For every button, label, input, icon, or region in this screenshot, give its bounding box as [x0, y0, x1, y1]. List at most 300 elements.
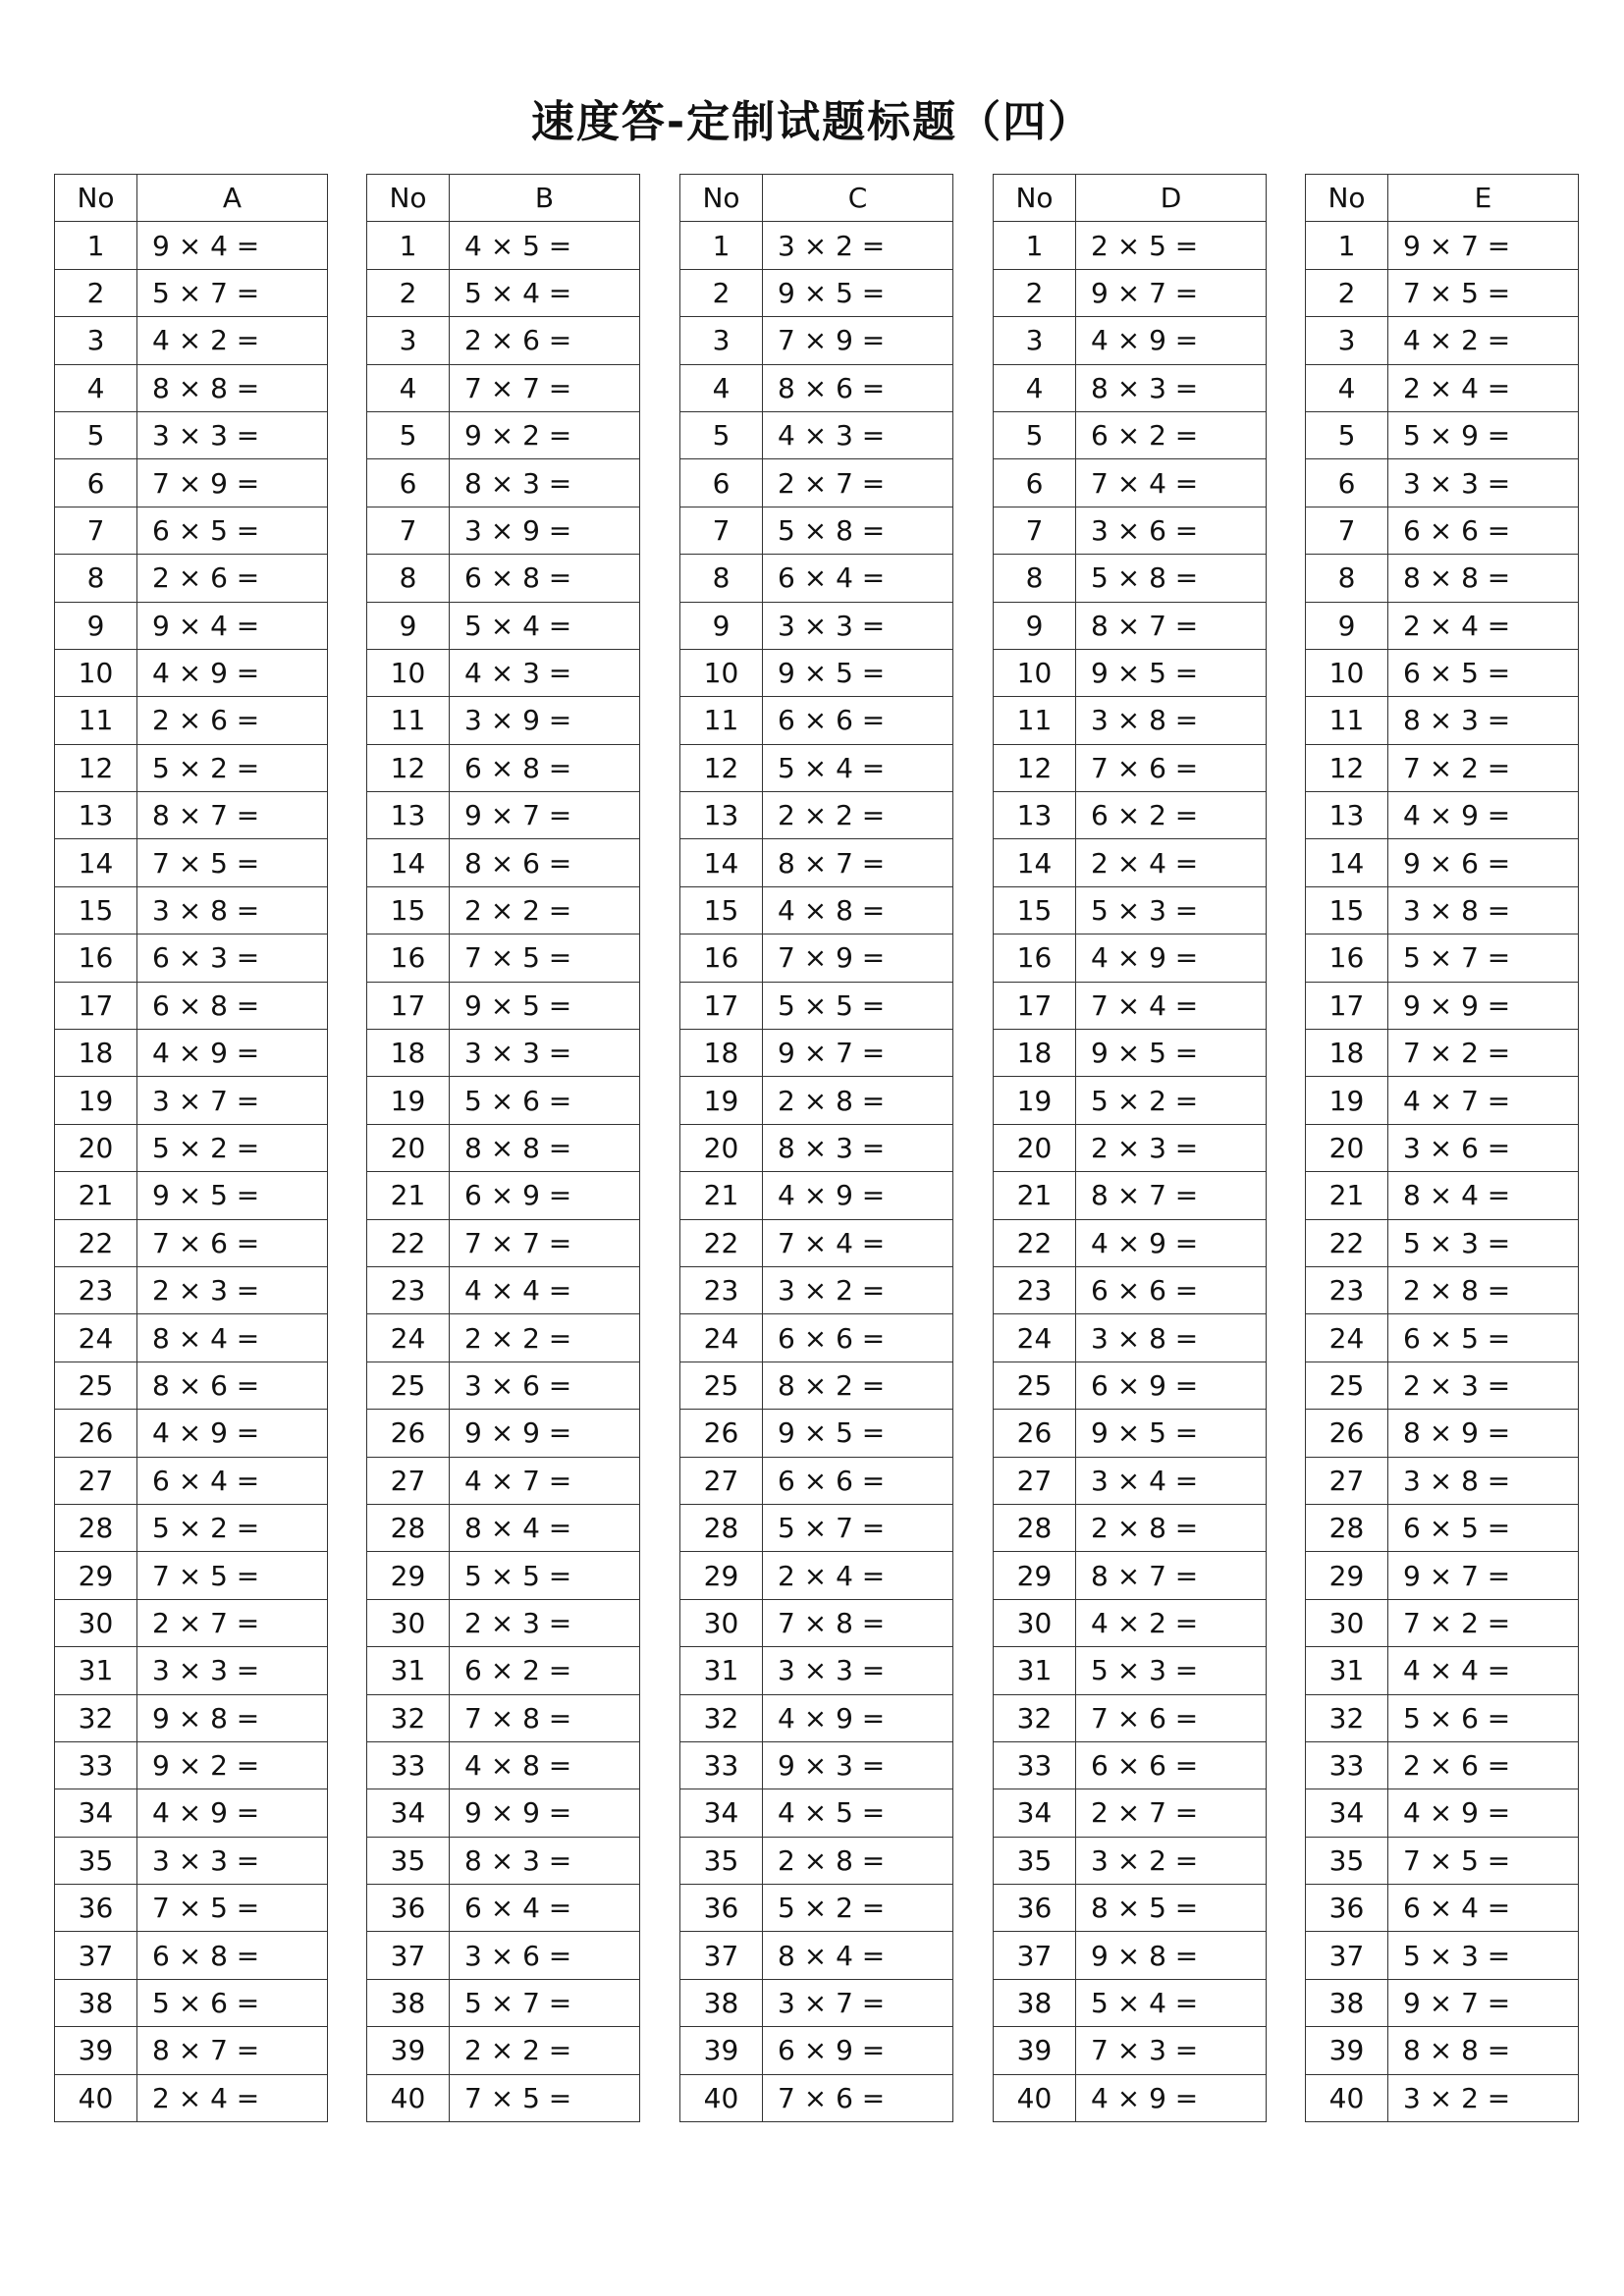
table-row [55, 1077, 328, 1124]
problem-cell: 4 × 9 = [137, 1789, 328, 1837]
table-row [367, 1599, 640, 1646]
problem-cell: 7 × 4 = [1076, 459, 1267, 507]
table-row [55, 744, 328, 791]
problem-cell: 9 × 8 = [137, 1694, 328, 1741]
problem-cell: 9 × 7 = [1388, 1979, 1579, 2026]
table-row [994, 1837, 1267, 1884]
row-number: 29 [994, 1552, 1076, 1599]
problem-cell: 2 × 6 = [137, 555, 328, 602]
problem-cell: 4 × 8 = [450, 1741, 640, 1789]
row-number: 6 [994, 459, 1076, 507]
row-number: 26 [1306, 1410, 1388, 1457]
table-row [55, 1741, 328, 1789]
row-number: 27 [55, 1457, 137, 1504]
row-number: 40 [994, 2074, 1076, 2121]
problem-cell: 2 × 5 = [1076, 222, 1267, 269]
row-number: 10 [1306, 649, 1388, 696]
table-row [55, 1172, 328, 1219]
row-number: 37 [680, 1932, 763, 1979]
row-number: 19 [367, 1077, 450, 1124]
row-number: 35 [367, 1837, 450, 1884]
table-row [680, 411, 953, 458]
table-row [680, 1172, 953, 1219]
problem-cell: 3 × 3 = [763, 602, 953, 649]
problem-cell: 7 × 6 = [1076, 744, 1267, 791]
row-number: 10 [680, 649, 763, 696]
row-number: 40 [367, 2074, 450, 2121]
row-number: 19 [680, 1077, 763, 1124]
row-number: 33 [55, 1741, 137, 1789]
header-row [55, 175, 328, 222]
table-row [680, 1694, 953, 1741]
table-row [1306, 1789, 1579, 1837]
table-row [680, 886, 953, 934]
problem-cell: 6 × 6 = [763, 1314, 953, 1362]
problem-cell: 8 × 4 = [450, 1504, 640, 1551]
table-row [680, 555, 953, 602]
problem-cell: 4 × 2 = [1076, 1599, 1267, 1646]
problem-cell: 6 × 3 = [137, 934, 328, 982]
table-row [367, 886, 640, 934]
problem-cell: 6 × 8 = [450, 555, 640, 602]
problem-cell: 3 × 2 = [763, 222, 953, 269]
row-number: 17 [994, 982, 1076, 1029]
table-row [1306, 1172, 1579, 1219]
table-row [367, 1410, 640, 1457]
header-no: No [994, 175, 1076, 222]
table-row [994, 839, 1267, 886]
problem-cell: 4 × 3 = [450, 649, 640, 696]
table-row [994, 982, 1267, 1029]
row-number: 22 [367, 1219, 450, 1266]
table-row [367, 744, 640, 791]
table-row [1306, 744, 1579, 791]
problem-cell: 8 × 3 = [450, 1837, 640, 1884]
problem-cell: 2 × 7 = [1076, 1789, 1267, 1837]
table-row [55, 222, 328, 269]
row-number: 20 [55, 1124, 137, 1171]
row-number: 11 [680, 697, 763, 744]
row-number: 32 [367, 1694, 450, 1741]
table-row [1306, 1077, 1579, 1124]
problem-cell: 5 × 2 = [1076, 1077, 1267, 1124]
table-row [994, 317, 1267, 364]
problem-cell: 5 × 2 = [137, 1504, 328, 1551]
table-row [1306, 411, 1579, 458]
table-row [367, 1789, 640, 1837]
table-row [994, 1741, 1267, 1789]
header-row [1306, 175, 1579, 222]
problem-cell: 7 × 9 = [763, 317, 953, 364]
table-row [55, 1599, 328, 1646]
problem-table-b [366, 174, 640, 2122]
row-number: 18 [55, 1030, 137, 1077]
problem-cell: 7 × 6 = [137, 1219, 328, 1266]
table-row [367, 269, 640, 316]
header-no: No [1306, 175, 1388, 222]
problem-cell: 6 × 8 = [450, 744, 640, 791]
row-number: 22 [1306, 1219, 1388, 1266]
problem-cell: 3 × 8 = [1076, 697, 1267, 744]
row-number: 32 [994, 1694, 1076, 1741]
row-number: 5 [367, 411, 450, 458]
row-number: 30 [1306, 1599, 1388, 1646]
table-row [367, 1885, 640, 1932]
problem-cell: 9 × 2 = [137, 1741, 328, 1789]
problem-cell: 8 × 3 = [450, 459, 640, 507]
row-number: 28 [367, 1504, 450, 1551]
problem-cell: 6 × 9 = [450, 1172, 640, 1219]
table-row [680, 649, 953, 696]
problem-cell: 4 × 9 = [137, 1030, 328, 1077]
problem-cell: 3 × 3 = [137, 411, 328, 458]
problem-cell: 6 × 9 = [763, 2027, 953, 2074]
problem-cell: 2 × 4 = [137, 2074, 328, 2121]
row-number: 33 [994, 1741, 1076, 1789]
problem-cell: 5 × 4 = [450, 602, 640, 649]
row-number: 6 [55, 459, 137, 507]
table-row [1306, 459, 1579, 507]
table-row [55, 697, 328, 744]
table-row [1306, 2027, 1579, 2074]
header-row [994, 175, 1267, 222]
row-number: 28 [55, 1504, 137, 1551]
problem-cell: 2 × 3 = [137, 1266, 328, 1313]
row-number: 9 [994, 602, 1076, 649]
table-row [994, 1932, 1267, 1979]
table-row [680, 1789, 953, 1837]
problem-cell: 8 × 7 = [1076, 1552, 1267, 1599]
table-row [367, 649, 640, 696]
table-row [994, 792, 1267, 839]
table-row [680, 1266, 953, 1313]
table-row [1306, 269, 1579, 316]
row-number: 35 [55, 1837, 137, 1884]
table-row [55, 1504, 328, 1551]
problem-cell: 8 × 7 = [1076, 1172, 1267, 1219]
table-row [1306, 555, 1579, 602]
row-number: 15 [680, 886, 763, 934]
row-number: 29 [55, 1552, 137, 1599]
row-number: 27 [367, 1457, 450, 1504]
table-row [55, 1314, 328, 1362]
table-row [680, 1837, 953, 1884]
table-row [367, 1504, 640, 1551]
table-row [55, 555, 328, 602]
problem-cell: 3 × 2 = [1388, 2074, 1579, 2121]
row-number: 21 [1306, 1172, 1388, 1219]
table-row [367, 1552, 640, 1599]
problem-cell: 4 × 9 = [1388, 792, 1579, 839]
row-number: 23 [1306, 1266, 1388, 1313]
table-row [55, 269, 328, 316]
table-row [55, 1362, 328, 1409]
row-number: 16 [680, 934, 763, 982]
table-row [994, 1552, 1267, 1599]
problem-cell: 2 × 7 = [763, 459, 953, 507]
table-row [55, 1837, 328, 1884]
table-row [367, 1694, 640, 1741]
row-number: 4 [1306, 364, 1388, 411]
row-number: 36 [994, 1885, 1076, 1932]
table-row [367, 1124, 640, 1171]
problem-cell: 9 × 4 = [137, 602, 328, 649]
problem-cell: 6 × 2 = [1076, 411, 1267, 458]
table-row [1306, 886, 1579, 934]
table-row [994, 1172, 1267, 1219]
problem-cell: 9 × 9 = [450, 1410, 640, 1457]
table-row [994, 459, 1267, 507]
problem-cell: 3 × 8 = [1076, 1314, 1267, 1362]
row-number: 16 [994, 934, 1076, 982]
problem-cell: 7 × 7 = [450, 364, 640, 411]
problem-cell: 7 × 3 = [1076, 2027, 1267, 2074]
problem-cell: 7 × 5 = [1388, 269, 1579, 316]
problem-cell: 6 × 5 = [1388, 649, 1579, 696]
table-row [367, 411, 640, 458]
row-number: 35 [994, 1837, 1076, 1884]
row-number: 2 [55, 269, 137, 316]
row-number: 17 [55, 982, 137, 1029]
row-number: 36 [55, 1885, 137, 1932]
row-number: 1 [680, 222, 763, 269]
row-number: 29 [680, 1552, 763, 1599]
row-number: 15 [1306, 886, 1388, 934]
table-row [367, 2074, 640, 2121]
table-row [55, 411, 328, 458]
problem-cell: 4 × 8 = [763, 886, 953, 934]
row-number: 22 [55, 1219, 137, 1266]
row-number: 24 [55, 1314, 137, 1362]
table-row [1306, 1741, 1579, 1789]
problem-cell: 7 × 5 = [450, 934, 640, 982]
row-number: 6 [367, 459, 450, 507]
table-row [680, 744, 953, 791]
problem-cell: 4 × 7 = [1388, 1077, 1579, 1124]
row-number: 28 [1306, 1504, 1388, 1551]
header-column-label: A [137, 175, 328, 222]
row-number: 30 [994, 1599, 1076, 1646]
row-number: 26 [367, 1410, 450, 1457]
problem-cell: 2 × 8 = [763, 1077, 953, 1124]
row-number: 17 [680, 982, 763, 1029]
problem-cell: 5 × 2 = [763, 1885, 953, 1932]
problem-cell: 9 × 7 = [763, 1030, 953, 1077]
problem-cell: 5 × 2 = [137, 1124, 328, 1171]
problem-cell: 6 × 2 = [1076, 792, 1267, 839]
row-number: 2 [994, 269, 1076, 316]
problem-cell: 4 × 5 = [763, 1789, 953, 1837]
row-number: 18 [994, 1030, 1076, 1077]
problem-cell: 9 × 5 = [763, 649, 953, 696]
row-number: 24 [367, 1314, 450, 1362]
table-row [55, 317, 328, 364]
problem-cell: 7 × 4 = [1076, 982, 1267, 1029]
row-number: 40 [55, 2074, 137, 2121]
row-number: 31 [367, 1647, 450, 1694]
table-row [1306, 1932, 1579, 1979]
problem-cell: 4 × 9 = [763, 1694, 953, 1741]
problem-cell: 8 × 4 = [763, 1932, 953, 1979]
row-number: 3 [1306, 317, 1388, 364]
problem-cell: 2 × 3 = [1388, 1362, 1579, 1409]
problem-cell: 9 × 7 = [1076, 269, 1267, 316]
problem-cell: 9 × 7 = [1388, 222, 1579, 269]
row-number: 20 [994, 1124, 1076, 1171]
row-number: 25 [1306, 1362, 1388, 1409]
row-number: 2 [680, 269, 763, 316]
table-row [680, 1647, 953, 1694]
problem-table-a [54, 174, 328, 2122]
table-row [55, 1647, 328, 1694]
problem-cell: 7 × 9 = [137, 459, 328, 507]
table-row [994, 649, 1267, 696]
table-row [680, 1030, 953, 1077]
table-row [994, 507, 1267, 554]
row-number: 37 [1306, 1932, 1388, 1979]
table-row [680, 317, 953, 364]
row-number: 39 [1306, 2027, 1388, 2074]
row-number: 37 [994, 1932, 1076, 1979]
problem-cell: 7 × 5 = [137, 1552, 328, 1599]
row-number: 13 [367, 792, 450, 839]
row-number: 38 [367, 1979, 450, 2026]
row-number: 11 [994, 697, 1076, 744]
row-number: 4 [994, 364, 1076, 411]
table-row [55, 1266, 328, 1313]
problem-cell: 6 × 4 = [450, 1885, 640, 1932]
table-row [367, 792, 640, 839]
row-number: 34 [1306, 1789, 1388, 1837]
problem-cell: 8 × 2 = [763, 1362, 953, 1409]
problem-cell: 5 × 7 = [137, 269, 328, 316]
table-row [994, 555, 1267, 602]
problem-cell: 4 × 2 = [1388, 317, 1579, 364]
table-row [367, 1457, 640, 1504]
row-number: 10 [55, 649, 137, 696]
row-number: 32 [1306, 1694, 1388, 1741]
row-number: 10 [367, 649, 450, 696]
problem-cell: 5 × 7 = [763, 1504, 953, 1551]
problem-cell: 4 × 5 = [450, 222, 640, 269]
problem-cell: 8 × 8 = [1388, 555, 1579, 602]
problem-cell: 2 × 7 = [137, 1599, 328, 1646]
table-row [55, 2027, 328, 2074]
row-number: 2 [1306, 269, 1388, 316]
problem-cell: 7 × 2 = [1388, 744, 1579, 791]
row-number: 15 [994, 886, 1076, 934]
row-number: 8 [994, 555, 1076, 602]
row-number: 5 [680, 411, 763, 458]
row-number: 13 [55, 792, 137, 839]
row-number: 9 [1306, 602, 1388, 649]
row-number: 18 [367, 1030, 450, 1077]
row-number: 26 [55, 1410, 137, 1457]
table-row [1306, 934, 1579, 982]
problem-cell: 8 × 5 = [1076, 1885, 1267, 1932]
problem-cell: 3 × 3 = [1388, 459, 1579, 507]
row-number: 39 [994, 2027, 1076, 2074]
problem-cell: 4 × 9 = [137, 649, 328, 696]
problem-cell: 6 × 5 = [1388, 1504, 1579, 1551]
table-row [55, 1789, 328, 1837]
table-row [994, 2027, 1267, 2074]
table-row [1306, 649, 1579, 696]
table-row [994, 744, 1267, 791]
row-number: 16 [1306, 934, 1388, 982]
table-row [680, 1124, 953, 1171]
row-number: 5 [55, 411, 137, 458]
table-row [994, 1077, 1267, 1124]
row-number: 20 [680, 1124, 763, 1171]
row-number: 16 [55, 934, 137, 982]
table-row [55, 602, 328, 649]
row-number: 31 [1306, 1647, 1388, 1694]
row-number: 7 [367, 507, 450, 554]
table-row [680, 982, 953, 1029]
row-number: 25 [367, 1362, 450, 1409]
row-number: 37 [367, 1932, 450, 1979]
problem-cell: 7 × 7 = [450, 1219, 640, 1266]
table-row [680, 269, 953, 316]
table-row [367, 1266, 640, 1313]
row-number: 1 [367, 222, 450, 269]
row-number: 24 [1306, 1314, 1388, 1362]
table-row [55, 649, 328, 696]
row-number: 34 [994, 1789, 1076, 1837]
problem-cell: 9 × 5 = [763, 269, 953, 316]
row-number: 6 [680, 459, 763, 507]
table-row [680, 1077, 953, 1124]
table-row [680, 839, 953, 886]
problem-cell: 3 × 3 = [137, 1647, 328, 1694]
row-number: 39 [367, 2027, 450, 2074]
header-no: No [680, 175, 763, 222]
row-number: 30 [55, 1599, 137, 1646]
row-number: 14 [55, 839, 137, 886]
problem-cell: 8 × 6 = [763, 364, 953, 411]
row-number: 21 [994, 1172, 1076, 1219]
problem-cell: 5 × 3 = [1076, 886, 1267, 934]
row-number: 8 [55, 555, 137, 602]
table-row [994, 1124, 1267, 1171]
table-row [994, 602, 1267, 649]
table-row [367, 1979, 640, 2026]
table-row [994, 1694, 1267, 1741]
row-number: 26 [994, 1410, 1076, 1457]
table-row [1306, 1314, 1579, 1362]
problem-cell: 5 × 7 = [1388, 934, 1579, 982]
row-number: 23 [55, 1266, 137, 1313]
row-number: 21 [367, 1172, 450, 1219]
problem-cell: 2 × 2 = [763, 792, 953, 839]
problem-cell: 4 × 4 = [450, 1266, 640, 1313]
problem-cell: 3 × 4 = [1076, 1457, 1267, 1504]
problem-cell: 7 × 6 = [1076, 1694, 1267, 1741]
table-row [994, 1647, 1267, 1694]
table-row [680, 1219, 953, 1266]
row-number: 19 [55, 1077, 137, 1124]
row-number: 3 [994, 317, 1076, 364]
row-number: 28 [994, 1504, 1076, 1551]
row-number: 38 [55, 1979, 137, 2026]
row-number: 13 [680, 792, 763, 839]
row-number: 18 [680, 1030, 763, 1077]
problem-cell: 5 × 2 = [137, 744, 328, 791]
problem-cell: 8 × 8 = [1388, 2027, 1579, 2074]
row-number: 19 [1306, 1077, 1388, 1124]
row-number: 14 [680, 839, 763, 886]
